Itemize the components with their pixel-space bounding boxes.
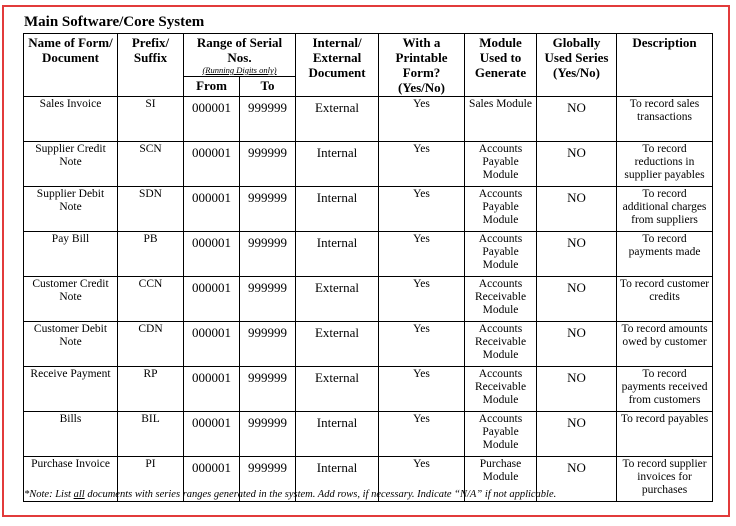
cell-global: NO — [537, 97, 617, 142]
cell-from: 000001 — [184, 187, 240, 232]
cell-to: 999999 — [240, 187, 296, 232]
footnote-prefix: *Note: List — [24, 489, 74, 500]
cell-prefix: RP — [118, 367, 184, 412]
header-global: Globally Used Series (Yes/No) — [537, 34, 617, 97]
cell-type: External — [296, 277, 379, 322]
cell-description: To record payments received from customers — [617, 367, 713, 412]
cell-printable: Yes — [379, 142, 465, 187]
cell-prefix: SI — [118, 97, 184, 142]
table-row — [24, 142, 713, 187]
cell-global: NO — [537, 142, 617, 187]
cell-global: NO — [537, 232, 617, 277]
cell-global: NO — [537, 277, 617, 322]
header-name: Name of Form/ Document — [24, 34, 118, 97]
cell-printable: Yes — [379, 232, 465, 277]
cell-type: External — [296, 367, 379, 412]
cell-to: 999999 — [240, 457, 296, 502]
table-row — [24, 277, 713, 322]
cell-from: 000001 — [184, 232, 240, 277]
cell-description: To record supplier invoices for purchases — [617, 457, 713, 502]
cell-printable: Yes — [379, 457, 465, 502]
cell-name: Receive Payment — [24, 367, 118, 412]
cell-module: Purchase Module — [465, 457, 537, 502]
header-range-label: Range of Serial Nos. — [196, 35, 283, 65]
cell-module: Accounts Receivable Module — [465, 367, 537, 412]
cell-description: To record amounts owed by customer — [617, 322, 713, 367]
cell-prefix: BIL — [118, 412, 184, 457]
cell-prefix: SDN — [118, 187, 184, 232]
cell-prefix: PB — [118, 232, 184, 277]
cell-prefix: CDN — [118, 322, 184, 367]
cell-to: 999999 — [240, 232, 296, 277]
cell-description: To record additional charges from suppliers — [617, 187, 713, 232]
footnote-emphasis: all — [73, 489, 85, 500]
cell-name: Bills — [24, 412, 118, 457]
cell-to: 999999 — [240, 322, 296, 367]
table-row — [24, 412, 713, 457]
cell-prefix: SCN — [118, 142, 184, 187]
cell-module: Accounts Payable Module — [465, 142, 537, 187]
cell-name: Pay Bill — [24, 232, 118, 277]
cell-name: Sales Invoice — [24, 97, 118, 142]
cell-module: Accounts Payable Module — [465, 412, 537, 457]
cell-from: 000001 — [184, 277, 240, 322]
cell-name: Customer Debit Note — [24, 322, 118, 367]
cell-module: Accounts Receivable Module — [465, 322, 537, 367]
cell-description: To record payments made — [617, 232, 713, 277]
document-series-table — [23, 33, 713, 502]
table-row — [24, 367, 713, 412]
cell-type: External — [296, 322, 379, 367]
cell-from: 000001 — [184, 412, 240, 457]
cell-type: Internal — [296, 457, 379, 502]
cell-prefix: PI — [118, 457, 184, 502]
table-row — [24, 97, 713, 142]
cell-module: Sales Module — [465, 97, 537, 142]
cell-name: Supplier Debit Note — [24, 187, 118, 232]
cell-from: 000001 — [184, 322, 240, 367]
cell-global: NO — [537, 457, 617, 502]
cell-from: 000001 — [184, 367, 240, 412]
footnote-suffix: documents with series ranges generated in the system. Add rows, if necessary. Indicate “N/A” if not applicable. — [84, 489, 557, 500]
cell-module: Accounts Payable Module — [465, 187, 537, 232]
cell-type: Internal — [296, 412, 379, 457]
footnote — [24, 489, 556, 500]
cell-description: To record reductions in supplier payables — [617, 142, 713, 187]
cell-global: NO — [537, 187, 617, 232]
cell-type: Internal — [296, 232, 379, 277]
cell-to: 999999 — [240, 142, 296, 187]
header-range-sub: (Running Digits only) — [202, 65, 277, 75]
cell-name: Supplier Credit Note — [24, 142, 118, 187]
header-internal: Internal/ External Document — [296, 34, 379, 97]
cell-from: 000001 — [184, 457, 240, 502]
cell-type: Internal — [296, 142, 379, 187]
cell-description: To record customer credits — [617, 277, 713, 322]
cell-module: Accounts Receivable Module — [465, 277, 537, 322]
cell-type: Internal — [296, 187, 379, 232]
cell-prefix: CCN — [118, 277, 184, 322]
cell-printable: Yes — [379, 322, 465, 367]
cell-type: External — [296, 97, 379, 142]
header-description: Description — [617, 34, 713, 97]
cell-global: NO — [537, 412, 617, 457]
header-prefix: Prefix/ Suffix — [118, 34, 184, 97]
cell-to: 999999 — [240, 97, 296, 142]
table-row — [24, 232, 713, 277]
header-from: From — [184, 77, 240, 97]
cell-printable: Yes — [379, 97, 465, 142]
cell-printable: Yes — [379, 187, 465, 232]
cell-to: 999999 — [240, 367, 296, 412]
cell-printable: Yes — [379, 367, 465, 412]
table-row — [24, 322, 713, 367]
cell-global: NO — [537, 367, 617, 412]
cell-printable: Yes — [379, 277, 465, 322]
cell-to: 999999 — [240, 412, 296, 457]
header-printable: With a Printable Form? (Yes/No) — [379, 34, 465, 97]
cell-global: NO — [537, 322, 617, 367]
header-row — [24, 34, 713, 77]
cell-from: 000001 — [184, 142, 240, 187]
cell-name: Purchase Invoice — [24, 457, 118, 502]
header-module: Module Used to Generate — [465, 34, 537, 97]
page-title: Main Software/Core System — [24, 14, 205, 30]
cell-printable: Yes — [379, 412, 465, 457]
cell-to: 999999 — [240, 277, 296, 322]
header-range — [184, 34, 296, 77]
cell-description: To record sales transactions — [617, 97, 713, 142]
header-to: To — [240, 77, 296, 97]
cell-from: 000001 — [184, 97, 240, 142]
cell-module: Accounts Payable Module — [465, 232, 537, 277]
table-row — [24, 187, 713, 232]
cell-name: Customer Credit Note — [24, 277, 118, 322]
cell-description: To record payables — [617, 412, 713, 457]
